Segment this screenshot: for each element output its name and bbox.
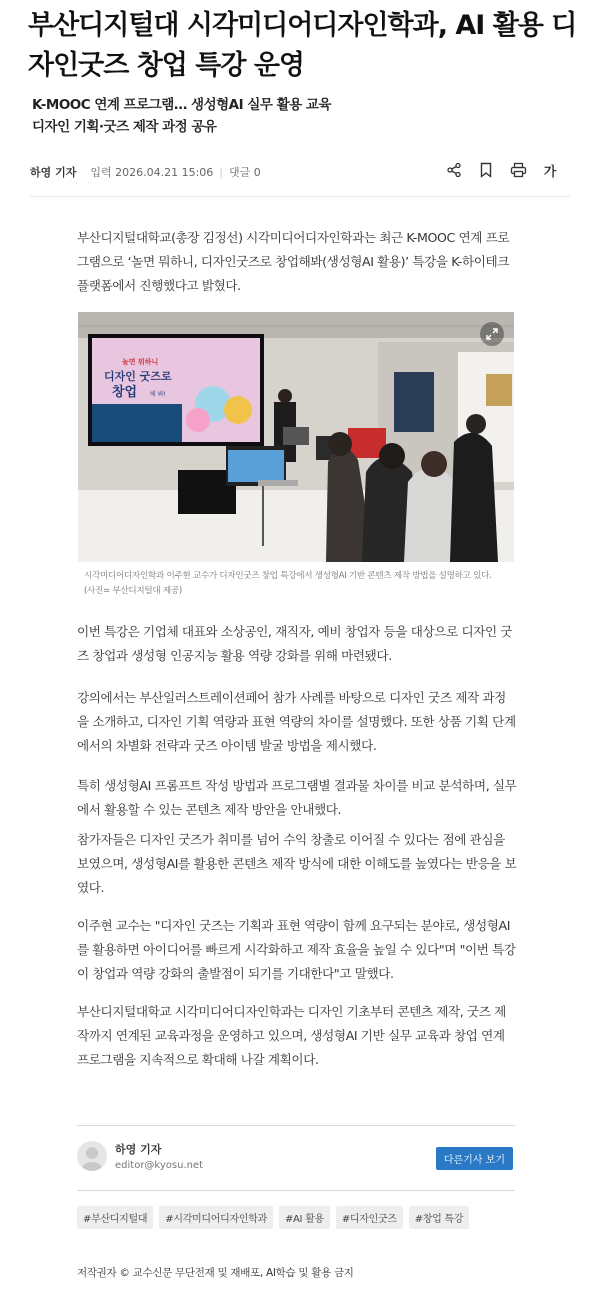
author-email[interactable]: editor@kyosu.net (115, 1160, 204, 1171)
subheadline-line-2: 디자인 기획·굿즈 제작 과정 공유 (32, 119, 217, 135)
tag-item[interactable]: #AI 활용 (279, 1206, 330, 1229)
paragraph-text: 강의에서는 부산일러스트레이션페어 참가 사례를 바탕으로 디자인 굿즈 제작 과정을 소개하고, 디자인 기획 역량과 표현 역량의 차이를 설명했다. 또한 상품 기획 단계에서의 차별화 전략과 굿즈 아이템 발굴 방법을 제시했다. (77, 690, 516, 753)
tag-item[interactable]: #시각미디어디자인학과 (159, 1206, 273, 1229)
paragraph-text: 이주현 교수는 "디자인 굿즈는 기획과 표현 역량이 함께 요구되는 분야로, 생성형AI를 활용하면 아이디어를 빠르게 시각화하고 제작 효율을 높일 수 있다"며 "이번 특강이 창업과 역량 강화의 출발점이 되기를 기대한다"고 말했다. (77, 918, 516, 981)
slide-badge: 놀면 뭐하니 (122, 358, 159, 366)
lecture-photo (78, 312, 514, 562)
paragraph-text: 부산디지털대학교(총장 김정선) 시각미디어디자인학과는 최근 K-MOOC 연계 프로그램으로 ‘놀면 뭐하니, 디자인굿즈로 창업해봐(생성형AI 활용)’ 특강을 K-하이테크 플랫폼에서 진행했다고 밝혔다. (77, 230, 510, 293)
tag-list (77, 1206, 469, 1229)
meta-comments[interactable]: 댓글 0 (229, 166, 261, 179)
more-articles-button[interactable]: 다른기사 보기 (436, 1147, 513, 1170)
article-paragraph-4 (77, 774, 517, 822)
slide-title-a: 디자인 굿즈로 (104, 370, 172, 383)
tag-item[interactable]: #부산디지털대 (77, 1206, 153, 1229)
article-tools (444, 160, 560, 180)
author-box (77, 1125, 515, 1191)
photo-caption (84, 569, 514, 599)
print-icon[interactable] (508, 160, 528, 180)
article-subheadline (32, 94, 552, 138)
meta-separator: | (219, 165, 223, 179)
article-paragraph-7 (77, 1000, 517, 1072)
paragraph-text: 특히 생성형AI 프롬프트 작성 방법과 프로그램별 결과물 차이를 비교 분석하며, 실무에서 활용할 수 있는 콘텐츠 제작 방안을 안내했다. (77, 778, 517, 817)
article-paragraph-3 (77, 686, 517, 758)
slide-title-c: 해 봐! (150, 391, 166, 398)
article-paragraph-5 (77, 828, 517, 900)
copyright-notice: 저작권자 © 교수신문 무단전재 및 재배포, AI학습 및 활용 금지 (77, 1267, 354, 1279)
meta-author[interactable]: 하영 기자 (30, 166, 77, 179)
share-icon[interactable] (444, 160, 464, 180)
article-paragraph-2 (77, 620, 517, 668)
caption-line-2: (사진= 부산디지털대 제공) (84, 586, 182, 596)
caption-line-1: 시각미디어디자인학과 이주현 교수가 디자인굿즈 창업 특강에서 생성형AI 기반 콘텐츠 제작 방법을 설명하고 있다. (84, 571, 492, 581)
article-paragraph-1 (77, 226, 517, 298)
meta-date: 입력 2026.04.21 15:06 (90, 166, 214, 179)
author-name: 하영 기자 (115, 1143, 162, 1156)
subheadline-line-1: K-MOOC 연계 프로그램… 생성형AI 실무 활용 교육 (32, 97, 331, 113)
article-paragraph-6 (77, 914, 517, 986)
article-headline: 부산디지털대 시각미디어디자인학과, AI 활용 디자인굿즈 창업 특강 운영 (28, 10, 577, 81)
paragraph-text: 참가자들은 디자인 굿즈가 취미를 넘어 수익 창출로 이어질 수 있다는 점에 관심을 보였으며, 생성형AI를 활용한 콘텐츠 제작 방식에 대한 이해도를 높였다는 반응을 보였다. (77, 832, 517, 895)
tag-item[interactable]: #창업 특강 (409, 1206, 469, 1229)
tag-item[interactable]: #디자인굿즈 (336, 1206, 403, 1229)
expand-icon[interactable] (480, 322, 504, 346)
font-size-button[interactable]: 가 (543, 164, 557, 180)
paragraph-text: 부산디지털대학교 시각미디어디자인학과는 디자인 기초부터 콘텐츠 제작, 굿즈 제작까지 연계된 교육과정을 운영하고 있으며, 생성형AI 기반 실무 교육과 창업 연계 프로그램을 지속적으로 확대해 나갈 계획이다. (77, 1004, 506, 1067)
paragraph-text: 이번 특강은 기업체 대표와 소상공인, 재직자, 예비 창업자 등을 대상으로 디자인 굿즈 창업과 생성형 인공지능 활용 역량 강화를 위해 마련됐다. (77, 624, 513, 663)
article-photo[interactable] (78, 312, 514, 562)
bookmark-icon[interactable] (476, 160, 496, 180)
avatar (77, 1141, 107, 1171)
header-divider (30, 196, 570, 197)
article-meta (30, 162, 560, 182)
slide-title-b: 창업 (112, 385, 138, 400)
